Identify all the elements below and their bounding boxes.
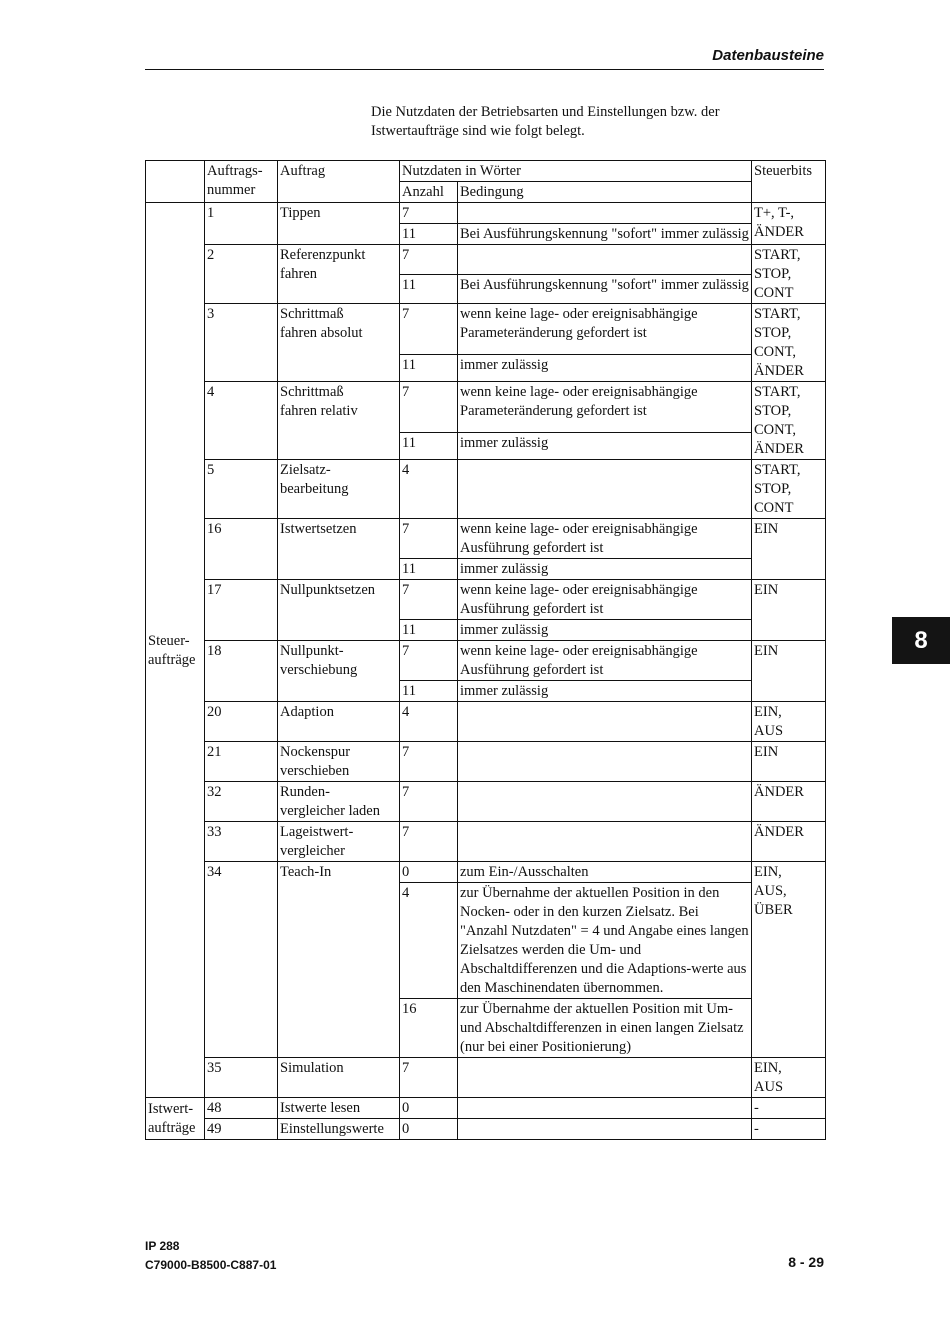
steuerbits-cell: EIN, AUS, ÜBER bbox=[752, 862, 826, 1058]
auftragsnummer-cell: 21 bbox=[205, 742, 278, 782]
anzahl-cell: 7 bbox=[400, 304, 458, 355]
steuerbits-cell: EIN, AUS bbox=[752, 702, 826, 742]
steuerbits-cell: START, STOP, CONT, ÄNDER bbox=[752, 382, 826, 460]
group-label-steuerauftraege: Steuer- aufträge bbox=[146, 203, 205, 1098]
auftrag-cell: Istwerte lesen bbox=[278, 1098, 400, 1119]
steuerbits-cell: START, STOP, CONT, ÄNDER bbox=[752, 304, 826, 382]
table-row bbox=[146, 245, 826, 275]
bedingung-cell: wenn keine lage- oder ereignisabhängige Parameteränderung gefordert ist bbox=[458, 304, 752, 355]
table-row bbox=[146, 702, 826, 742]
auftrag-cell: Runden- vergleicher laden bbox=[278, 782, 400, 822]
anzahl-cell: 11 bbox=[400, 559, 458, 580]
table-row bbox=[146, 782, 826, 822]
auftragsnummer-cell: 2 bbox=[205, 245, 278, 304]
auftragsnummer-cell: 1 bbox=[205, 203, 278, 245]
auftragsnummer-cell: 16 bbox=[205, 519, 278, 580]
anzahl-cell: 11 bbox=[400, 620, 458, 641]
bedingung-cell: wenn keine lage- oder ereignisabhängige Ausführung gefordert ist bbox=[458, 519, 752, 559]
bedingung-cell: immer zulässig bbox=[458, 355, 752, 382]
steuerbits-cell: EIN bbox=[752, 519, 826, 580]
auftragsnummer-cell: 32 bbox=[205, 782, 278, 822]
anzahl-cell: 7 bbox=[400, 519, 458, 559]
header-steuerbits: Steuerbits bbox=[752, 161, 826, 203]
footer-left bbox=[145, 1237, 276, 1275]
bedingung-cell bbox=[458, 1098, 752, 1119]
header-auftrag: Auftrag bbox=[278, 161, 400, 203]
intro-line: Die Nutzdaten der Betriebsarten und Einstellungen bzw. der bbox=[371, 104, 720, 120]
bedingung-cell bbox=[458, 782, 752, 822]
chapter-tab: 8 bbox=[892, 617, 950, 664]
bedingung-cell: Bei Ausführungskennung "sofort" immer zulässig bbox=[458, 274, 752, 304]
auftragsnummer-cell: 48 bbox=[205, 1098, 278, 1119]
auftragsnummer-cell: 49 bbox=[205, 1119, 278, 1140]
table-row bbox=[146, 460, 826, 519]
auftrag-cell: Nullpunktsetzen bbox=[278, 580, 400, 641]
intro-paragraph bbox=[371, 103, 791, 141]
bedingung-cell: wenn keine lage- oder ereignisabhängige Ausführung gefordert ist bbox=[458, 641, 752, 681]
auftragsnummer-cell: 34 bbox=[205, 862, 278, 1058]
anzahl-cell: 7 bbox=[400, 580, 458, 620]
bedingung-cell: zur Übernahme der aktuellen Position mit Um- und Abschaltdifferenzen in einen langen Zielsatz (nur bei einer Positionierung) bbox=[458, 999, 752, 1058]
table-row bbox=[146, 580, 826, 620]
table-row bbox=[146, 822, 826, 862]
header-anzahl: Anzahl bbox=[400, 182, 458, 203]
table-row bbox=[146, 1058, 826, 1098]
table-row bbox=[146, 519, 826, 559]
anzahl-cell: 11 bbox=[400, 681, 458, 702]
auftrag-cell: Referenzpunkt fahren bbox=[278, 245, 400, 304]
auftrag-cell: Nullpunkt- verschiebung bbox=[278, 641, 400, 702]
steuerbits-cell: - bbox=[752, 1098, 826, 1119]
bedingung-cell: immer zulässig bbox=[458, 620, 752, 641]
anzahl-cell: 7 bbox=[400, 742, 458, 782]
steuerbits-cell: T+, T-, ÄNDER bbox=[752, 203, 826, 245]
table-header-row bbox=[146, 161, 826, 182]
auftrag-cell: Teach-In bbox=[278, 862, 400, 1058]
header-group-blank bbox=[146, 161, 205, 203]
header-rule bbox=[145, 69, 824, 70]
table-row bbox=[146, 382, 826, 433]
bedingung-cell: immer zulässig bbox=[458, 433, 752, 460]
auftragsnummer-cell: 4 bbox=[205, 382, 278, 460]
bedingung-cell bbox=[458, 1119, 752, 1140]
table-row bbox=[146, 304, 826, 355]
group-label-istwertauftraege: Istwert- aufträge bbox=[146, 1098, 205, 1140]
bedingung-cell: wenn keine lage- oder ereignisabhängige Ausführung gefordert ist bbox=[458, 580, 752, 620]
anzahl-cell: 4 bbox=[400, 702, 458, 742]
auftragsnummer-cell: 18 bbox=[205, 641, 278, 702]
header-bedingung: Bedingung bbox=[458, 182, 752, 203]
bedingung-cell: Bei Ausführungskennung "sofort" immer zulässig bbox=[458, 224, 752, 245]
table-row bbox=[146, 1098, 826, 1119]
bedingung-cell bbox=[458, 203, 752, 224]
steuerbits-cell: START, STOP, CONT bbox=[752, 245, 826, 304]
header-nutzdaten: Nutzdaten in Wörter bbox=[400, 161, 752, 182]
intro-line: Istwertaufträge sind wie folgt belegt. bbox=[371, 123, 585, 139]
steuerbits-cell: EIN bbox=[752, 742, 826, 782]
auftragsnummer-cell: 33 bbox=[205, 822, 278, 862]
bedingung-cell: immer zulässig bbox=[458, 681, 752, 702]
auftrag-cell: Einstellungswerte bbox=[278, 1119, 400, 1140]
anzahl-cell: 7 bbox=[400, 782, 458, 822]
footer-product: IP 288 bbox=[145, 1239, 180, 1253]
anzahl-cell: 4 bbox=[400, 460, 458, 519]
anzahl-cell: 11 bbox=[400, 433, 458, 460]
anzahl-cell: 7 bbox=[400, 641, 458, 681]
anzahl-cell: 4 bbox=[400, 883, 458, 999]
steuerbits-cell: - bbox=[752, 1119, 826, 1140]
table-row bbox=[146, 742, 826, 782]
anzahl-cell: 0 bbox=[400, 1098, 458, 1119]
auftrag-cell: Istwertsetzen bbox=[278, 519, 400, 580]
auftragsnummer-cell: 35 bbox=[205, 1058, 278, 1098]
steuerbits-cell: ÄNDER bbox=[752, 822, 826, 862]
auftragsnummer-cell: 17 bbox=[205, 580, 278, 641]
anzahl-cell: 7 bbox=[400, 1058, 458, 1098]
steuerbits-cell: EIN bbox=[752, 580, 826, 641]
anzahl-cell: 11 bbox=[400, 355, 458, 382]
anzahl-cell: 7 bbox=[400, 382, 458, 433]
steuerbits-cell: START, STOP, CONT bbox=[752, 460, 826, 519]
footer-order-number: C79000-B8500-C887-01 bbox=[145, 1258, 277, 1272]
auftragsnummer-cell: 3 bbox=[205, 304, 278, 382]
steuerbits-cell: ÄNDER bbox=[752, 782, 826, 822]
auftrag-cell: Schrittmaß fahren absolut bbox=[278, 304, 400, 382]
anzahl-cell: 7 bbox=[400, 822, 458, 862]
table-row bbox=[146, 1119, 826, 1140]
bedingung-cell: zum Ein-/Ausschalten bbox=[458, 862, 752, 883]
header-auftragsnummer: Auftrags- nummer bbox=[205, 161, 278, 203]
bedingung-cell: zur Übernahme der aktuellen Position in den Nocken- oder in den kurzen Zielsatz. Bei "Anzahl Nutzdaten" = 4 und Angabe eines langen Zielsatzes werden die Um- und Abschaltdifferenzen und die Adaptions-werte aus den Maschinendaten übernommen. bbox=[458, 883, 752, 999]
anzahl-cell: 7 bbox=[400, 203, 458, 224]
table-row bbox=[146, 641, 826, 681]
auftrag-cell: Tippen bbox=[278, 203, 400, 245]
anzahl-cell: 11 bbox=[400, 274, 458, 304]
bedingung-cell bbox=[458, 460, 752, 519]
running-header-title: Datenbausteine bbox=[712, 47, 824, 64]
auftrag-cell: Simulation bbox=[278, 1058, 400, 1098]
auftrag-cell: Nockenspur verschieben bbox=[278, 742, 400, 782]
auftrag-cell: Adaption bbox=[278, 702, 400, 742]
table-row bbox=[146, 862, 826, 883]
auftragsnummer-cell: 20 bbox=[205, 702, 278, 742]
steuerbits-cell: EIN bbox=[752, 641, 826, 702]
anzahl-cell: 0 bbox=[400, 1119, 458, 1140]
nutzdaten-table bbox=[145, 160, 826, 1140]
auftrag-cell: Zielsatz- bearbeitung bbox=[278, 460, 400, 519]
bedingung-cell bbox=[458, 822, 752, 862]
bedingung-cell bbox=[458, 702, 752, 742]
table-row bbox=[146, 203, 826, 224]
bedingung-cell bbox=[458, 1058, 752, 1098]
auftrag-cell: Schrittmaß fahren relativ bbox=[278, 382, 400, 460]
anzahl-cell: 7 bbox=[400, 245, 458, 275]
auftrag-cell: Lageistwert- vergleicher bbox=[278, 822, 400, 862]
auftragsnummer-cell: 5 bbox=[205, 460, 278, 519]
anzahl-cell: 11 bbox=[400, 224, 458, 245]
bedingung-cell bbox=[458, 742, 752, 782]
steuerbits-cell: EIN, AUS bbox=[752, 1058, 826, 1098]
bedingung-cell: immer zulässig bbox=[458, 559, 752, 580]
anzahl-cell: 0 bbox=[400, 862, 458, 883]
bedingung-cell bbox=[458, 245, 752, 275]
footer-page-number: 8 - 29 bbox=[788, 1254, 824, 1270]
bedingung-cell: wenn keine lage- oder ereignisabhängige Parameteränderung gefordert ist bbox=[458, 382, 752, 433]
anzahl-cell: 16 bbox=[400, 999, 458, 1058]
